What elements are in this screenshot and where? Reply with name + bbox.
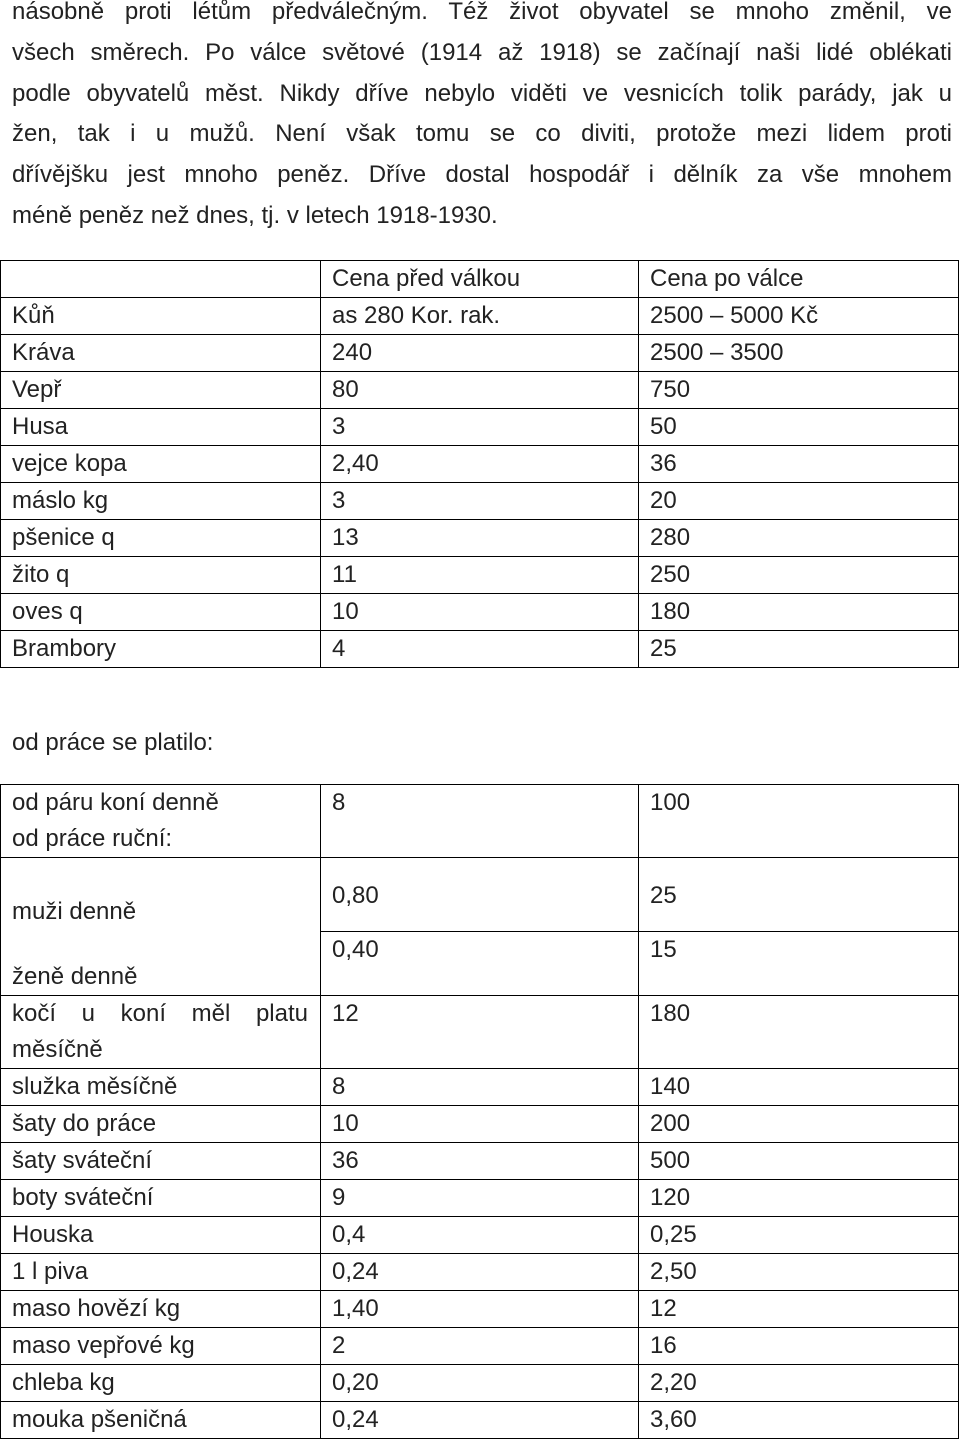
table-row (1, 631, 959, 668)
price-after-cell: 180 (639, 594, 959, 631)
table-row (1, 335, 959, 372)
header-cell: Cena po válce (639, 261, 959, 298)
wage-after-cell: 2,50 (639, 1254, 959, 1291)
wage-label: muži denně (12, 897, 137, 925)
price-before-cell: 3 (321, 409, 639, 446)
wage-after-cell: 3,60 (639, 1402, 959, 1439)
prices-header-row (1, 261, 959, 298)
wage-label-cell (1, 996, 321, 1069)
price-before-cell: 2,40 (321, 446, 639, 483)
wage-before-cell: 10 (321, 1106, 639, 1143)
item-cell: Kůň (1, 298, 321, 335)
wage-after-cell: 16 (639, 1328, 959, 1365)
wage-label-cell: maso hovězí kg (1, 1291, 321, 1328)
item-cell: Vepř (1, 372, 321, 409)
prices-table (0, 260, 959, 668)
wage-before-cell: 9 (321, 1180, 639, 1217)
intro-line: podle obyvatelů měst. Nikdy dříve nebylo viděti ve vesnicích tolik parády, jak u (12, 79, 952, 107)
work-note: od práce se platilo: (12, 729, 214, 756)
table-row (1, 446, 959, 483)
wage-label-cell: služka měsíčně (1, 1069, 321, 1106)
table-row (1, 1106, 959, 1143)
table-row (1, 1291, 959, 1328)
price-before-cell: 10 (321, 594, 639, 631)
table-row (1, 1069, 959, 1106)
table-row (1, 1328, 959, 1365)
wage-after-cell: 120 (639, 1180, 959, 1217)
wage-after-cell: 25 (639, 858, 959, 932)
wage-after-cell: 500 (639, 1143, 959, 1180)
table-row (1, 996, 959, 1069)
table-row (1, 1180, 959, 1217)
table-row (1, 1143, 959, 1180)
table-row (1, 520, 959, 557)
table-row (1, 594, 959, 631)
wage-after-cell: 180 (639, 996, 959, 1069)
intro-line: dřívějšku jest mnoho peněz. Dříve dostal hospodář i dělník za vše mnohem (12, 161, 952, 189)
wage-before-cell: 0,24 (321, 1254, 639, 1291)
item-cell: máslo kg (1, 483, 321, 520)
wage-label-cell: chleba kg (1, 1365, 321, 1402)
header-cell: Cena před válkou (321, 261, 639, 298)
wage-after-cell: 12 (639, 1291, 959, 1328)
price-before-cell: 240 (321, 335, 639, 372)
wage-before-cell: 0,20 (321, 1365, 639, 1402)
wage-after-cell: 100 (639, 785, 959, 858)
price-before-cell: 3 (321, 483, 639, 520)
header-cell (1, 261, 321, 298)
intro-line: žen, tak i u mužů. Není však tomu se co diviti, protože mezi lidem proti (12, 120, 952, 148)
price-after-cell: 20 (639, 483, 959, 520)
intro-line: všech směrech. Po válce světové (1914 až 1918) se začínají naši lidé oblékati (12, 38, 952, 66)
wage-before-cell: 0,4 (321, 1217, 639, 1254)
item-cell: oves q (1, 594, 321, 631)
wage-before-cell: 1,40 (321, 1291, 639, 1328)
item-cell: Husa (1, 409, 321, 446)
price-before-cell: 13 (321, 520, 639, 557)
wage-after-cell: 0,25 (639, 1217, 959, 1254)
wage-before-cell: 8 (321, 1069, 639, 1106)
wage-before-cell: 36 (321, 1143, 639, 1180)
wage-before-cell: 0,40 (321, 932, 639, 996)
wage-label-cell: maso vepřové kg (1, 1328, 321, 1365)
wage-before-cell: 8 (321, 785, 639, 858)
wage-label-cell: 1 l piva (1, 1254, 321, 1291)
price-after-cell: 25 (639, 631, 959, 668)
item-cell: Brambory (1, 631, 321, 668)
price-after-cell: 2500 – 5000 Kč (639, 298, 959, 335)
item-cell: vejce kopa (1, 446, 321, 483)
wage-label-cell: šaty do práce (1, 1106, 321, 1143)
item-cell: Kráva (1, 335, 321, 372)
intro-paragraph (12, 0, 952, 237)
table-row (1, 298, 959, 335)
table-row (1, 557, 959, 594)
table-row (1, 785, 959, 858)
item-cell: pšenice q (1, 520, 321, 557)
table-row (1, 1254, 959, 1291)
table-row (1, 1402, 959, 1439)
wage-label-cell: mouka pšeničná (1, 1402, 321, 1439)
wage-label-cell (1, 932, 321, 996)
item-cell: žito q (1, 557, 321, 594)
price-after-cell: 2500 – 3500 (639, 335, 959, 372)
wage-before-cell: 2 (321, 1328, 639, 1365)
wage-label: od páru koní denně (12, 789, 219, 816)
wage-label-cell (1, 858, 321, 932)
price-after-cell: 750 (639, 372, 959, 409)
wage-label: kočí u koní měl platu (12, 1000, 308, 1027)
wage-label-cell: šaty sváteční (1, 1143, 321, 1180)
wage-before-cell: 0,24 (321, 1402, 639, 1439)
wage-after-cell: 200 (639, 1106, 959, 1143)
wage-label-cell (1, 785, 321, 858)
price-after-cell: 250 (639, 557, 959, 594)
price-before-cell: as 280 Kor. rak. (321, 298, 639, 335)
table-row (1, 858, 959, 932)
wages-table (0, 784, 959, 1439)
wage-after-cell: 2,20 (639, 1365, 959, 1402)
table-row (1, 372, 959, 409)
wage-label: od práce ruční: (12, 825, 173, 852)
wage-label-cell: boty sváteční (1, 1180, 321, 1217)
table-row (1, 1365, 959, 1402)
price-before-cell: 11 (321, 557, 639, 594)
table-row (1, 1217, 959, 1254)
wage-before-cell: 0,80 (321, 858, 639, 932)
price-after-cell: 36 (639, 446, 959, 483)
wage-after-cell: 15 (639, 932, 959, 996)
wage-after-cell: 140 (639, 1069, 959, 1106)
intro-line: násobně proti létům předválečným. Též život obyvatel se mnoho změnil, ve (12, 0, 952, 25)
price-after-cell: 280 (639, 520, 959, 557)
wage-label: měsíčně (12, 1036, 103, 1063)
wage-before-cell: 12 (321, 996, 639, 1069)
table-row (1, 932, 959, 996)
wage-label: ženě denně (12, 963, 138, 990)
table-row (1, 409, 959, 446)
wage-label-cell: Houska (1, 1217, 321, 1254)
price-before-cell: 4 (321, 631, 639, 668)
table-row (1, 483, 959, 520)
price-after-cell: 50 (639, 409, 959, 446)
price-before-cell: 80 (321, 372, 639, 409)
intro-line: méně peněz než dnes, tj. v letech 1918-1930. (12, 201, 498, 229)
